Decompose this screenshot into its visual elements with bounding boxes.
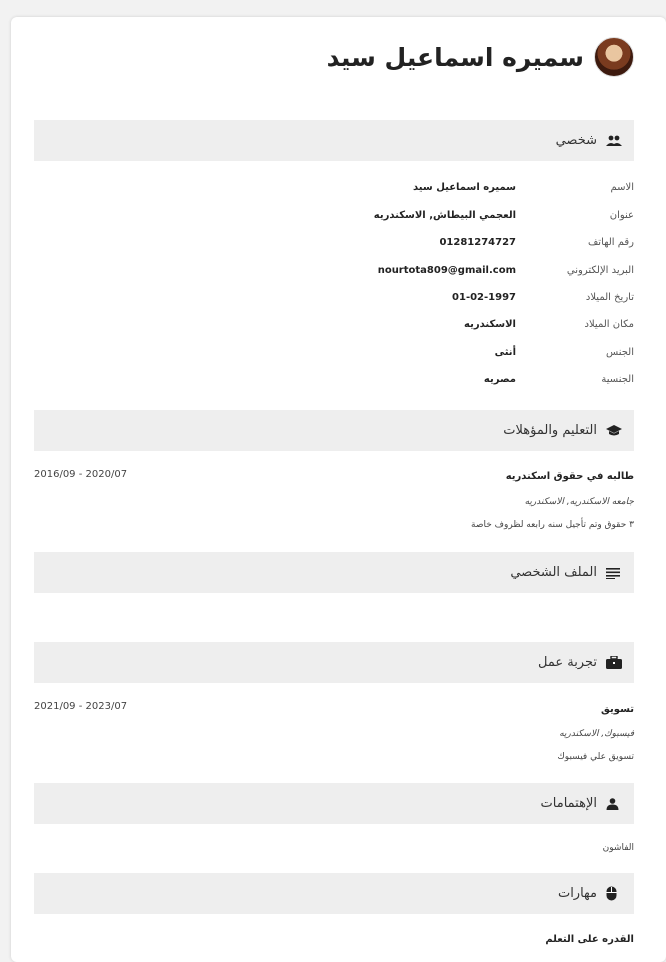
section-title-education: التعليم والمؤهلات: [503, 423, 597, 438]
info-label: مكان الميلاد: [584, 319, 634, 330]
info-label: رقم الهاتف: [587, 237, 634, 248]
section-title-profile: الملف الشخصي: [510, 565, 597, 580]
people-icon: [606, 135, 622, 147]
section-title-personal: شخصي: [555, 133, 597, 148]
section-experience: [34, 642, 634, 683]
section-profile: [34, 552, 634, 593]
profile-photo: [594, 37, 634, 77]
graduation-cap-icon: [606, 425, 622, 437]
person-icon: [606, 798, 622, 810]
section-title-interests: الإهتمامات: [540, 796, 597, 811]
info-label: الجنس: [605, 347, 634, 358]
education-title: طالبه في حقوق اسكندريه: [505, 471, 634, 482]
section-education: [34, 410, 634, 451]
info-label: البريد الإلكتروني: [566, 265, 634, 276]
info-value: الاسكندريه: [464, 319, 516, 330]
info-row-name: [34, 181, 634, 195]
info-label: الاسم: [610, 182, 634, 193]
info-value: 01-02-1997: [452, 292, 516, 303]
education-description: ٣ حقوق وتم تأجيل سنه رابعه لظروف خاصة: [471, 520, 634, 530]
education-institution: جامعه الاسكندريه, الاسكندريه: [524, 497, 634, 507]
interest-item: الفاشون: [602, 843, 634, 853]
info-label: تاريخ الميلاد: [585, 292, 634, 303]
mouse-icon: [606, 886, 622, 901]
info-label: عنوان: [609, 210, 634, 221]
info-row-gender: [34, 346, 634, 360]
section-interests: [34, 783, 634, 824]
info-value: مصريه: [483, 374, 516, 385]
education-dates: 2016/09 - 2020/07: [34, 469, 128, 480]
info-value: العجمي البيطاش, الاسكندريه: [373, 210, 516, 221]
experience-company: فيسبوك, الاسكندريه: [559, 729, 634, 739]
section-personal: [34, 120, 634, 161]
resume-header: [327, 32, 634, 82]
candidate-name: سميره اسماعيل سيد: [326, 42, 584, 72]
list-lines-icon: [606, 567, 622, 579]
info-row-nationality: [34, 373, 634, 387]
info-row-address: [34, 209, 634, 223]
info-value: سميره اسماعيل سيد: [413, 182, 516, 193]
experience-title: تسويق: [601, 704, 634, 715]
info-value: 01281274727: [439, 237, 516, 248]
skill-item: القدره على التعلم: [545, 934, 634, 945]
section-skills: [34, 873, 634, 914]
section-title-experience: تجربة عمل: [537, 655, 597, 670]
experience-dates: 2021/09 - 2023/07: [34, 701, 128, 712]
info-row-phone: [34, 236, 634, 250]
resume-card: [11, 17, 666, 962]
info-label: الجنسية: [601, 374, 634, 385]
briefcase-icon: [606, 656, 622, 669]
info-row-email: [34, 264, 634, 278]
section-title-skills: مهارات: [557, 886, 597, 901]
info-value: أنثى: [494, 347, 516, 358]
info-row-birthdate: [34, 291, 634, 305]
experience-description: تسويق علي فيسبوك: [557, 752, 634, 762]
info-value: nourtota809@gmail.com: [377, 265, 516, 276]
info-row-birthplace: [34, 318, 634, 332]
